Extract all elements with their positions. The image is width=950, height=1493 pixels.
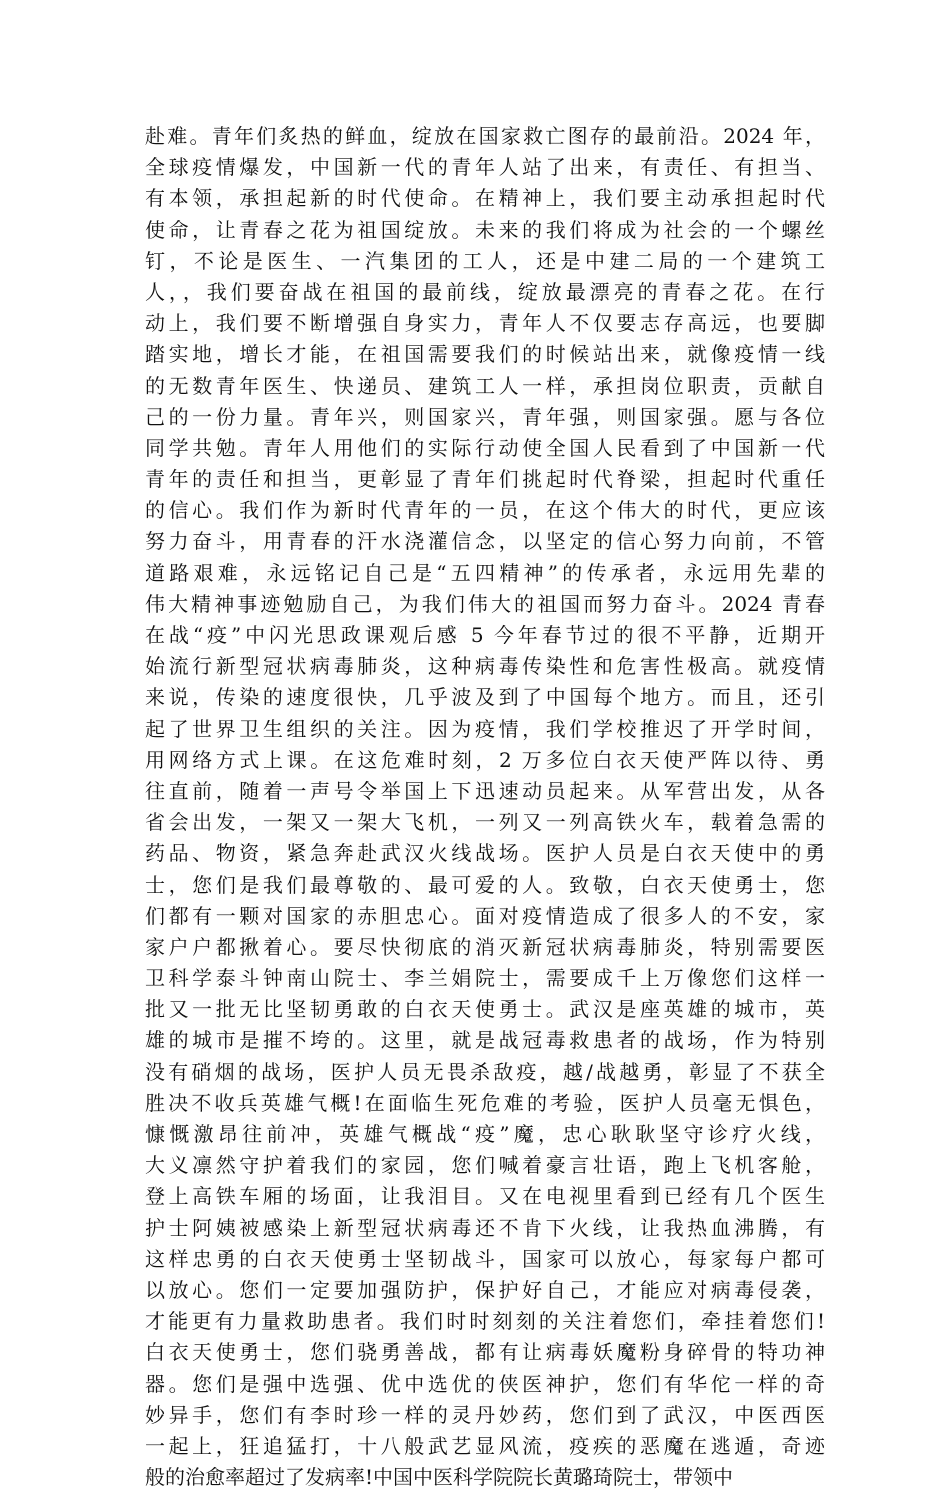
text-line: 以放心。您们一定要加强防护，保护好自己，才能应对病毒侵袭，	[145, 1277, 825, 1302]
text-line: 伟大精神事迹勉励自己，为我们伟大的祖国而努力奋斗。2024 青春	[145, 591, 825, 616]
text-line: 踏实地，增长才能，在祖国需要我们的时候站出来，就像疫情一线	[145, 342, 825, 367]
text-line: 一起上，狂追猛打，十八般武艺显风流，疫疾的恶魔在逃遁，奇迹	[145, 1433, 825, 1458]
text-line: 这样忠勇的白衣天使勇士坚韧战斗，国家可以放心，每家每户都可	[145, 1246, 825, 1271]
text-line: 起了世界卫生组织的关注。因为疫情，我们学校推迟了开学时间，	[145, 716, 825, 741]
text-line: 家户户都揪着心。要尽快彻底的消灭新冠状病毒肺炎，特别需要医	[145, 934, 825, 959]
text-line: 使命，让青春之花为祖国绽放。未来的我们将成为社会的一个螺丝	[145, 217, 825, 242]
text-line: 登上高铁车厢的场面，让我泪目。又在电视里看到已经有几个医生	[145, 1184, 825, 1209]
text-line: 们都有一颗对国家的赤胆忠心。面对疫情造成了很多人的不安，家	[145, 903, 825, 928]
text-line: 的无数青年医生、快递员、建筑工人一样，承担岗位职责，贡献自	[145, 373, 825, 398]
text-line: 在战“疫”中闪光思政课观后感 5 今年春节过的很不平静，近期开	[145, 623, 825, 647]
text-line: 同学共勉。青年人用他们的实际行动使全国人民看到了中国新一代	[145, 435, 825, 460]
text-line: 赴难。青年们炙热的鲜血，绽放在国家救亡图存的最前沿。2024 年，	[145, 124, 825, 148]
text-line: 雄的城市是摧不垮的。这里，就是战冠毒救患者的战场，作为特别	[145, 1028, 825, 1053]
text-line: 药品、物资，紧急奔赴武汉火线战场。医护人员是白衣天使中的勇	[145, 841, 825, 866]
text-line: 用网络方式上课。在这危难时刻，2 万多位白衣天使严阵以待、勇	[145, 747, 825, 772]
text-line: 没有硝烟的战场，医护人员无畏杀敌疫，越/战越勇，彰显了不获全	[145, 1059, 825, 1084]
text-line: 己的一份力量。青年兴，则国家兴，青年强，则国家强。愿与各位	[145, 404, 825, 429]
body-text	[145, 121, 825, 1493]
text-line: 努力奋斗，用青春的汗水浇灌信念，以坚定的信心努力向前，不管	[145, 529, 825, 554]
text-line: 往直前，随着一声号令举国上下迅速动员起来。从军营出发，从各	[145, 778, 825, 803]
text-line: 的信心。我们作为新时代青年的一员，在这个伟大的时代，更应该	[145, 498, 825, 523]
text-line: 始流行新型冠状病毒肺炎，这种病毒传染性和危害性极高。就疫情	[145, 654, 825, 679]
text-line: 有本领，承担起新的时代使命。在精神上，我们要主动承担起时代	[145, 186, 825, 211]
text-line: 慷慨激昂往前冲，英雄气概战“疫”魔，忠心耿耿坚守诊疗火线，	[145, 1122, 825, 1146]
text-line: 批又一批无比坚韧勇敢的白衣天使勇士。武汉是座英雄的城市，英	[145, 997, 825, 1022]
text-line: 大义凛然守护着我们的家园，您们喊着豪言壮语，跑上飞机客舱，	[145, 1153, 825, 1178]
text-line: 青年的责任和担当，更彰显了青年们挑起时代脊梁，担起时代重任	[145, 467, 825, 492]
text-line: 白衣天使勇士，您们骁勇善战，都有让病毒妖魔粉身碎骨的特功神	[145, 1340, 825, 1365]
text-line: 胜决不收兵英雄气概!在面临生死危难的考验，医护人员毫无惧色，	[145, 1090, 825, 1115]
text-line: 护士阿姨被感染上新型冠状病毒还不肯下火线，让我热血沸腾，有	[145, 1215, 825, 1240]
text-line: 士，您们是我们最尊敬的、最可爱的人。致敬，白衣天使勇士，您	[145, 872, 825, 897]
text-line: 才能更有力量救助患者。我们时时刻刻的关注着您们，牵挂着您们!	[145, 1309, 825, 1334]
text-line: 全球疫情爆发，中国新一代的青年人站了出来，有责任、有担当、	[145, 155, 825, 180]
text-line: 动上，我们要不断增强自身实力，青年人不仅要志存高远，也要脚	[145, 311, 825, 336]
text-line: 卫科学泰斗钟南山院士、李兰娟院士，需要成千上万像您们这样一	[145, 966, 825, 991]
text-line: 器。您们是强中选强、优中选优的侠医神护，您们有华佗一样的奇	[145, 1371, 825, 1396]
text-line: 来说，传染的速度很快，几乎波及到了中国每个地方。而且，还引	[145, 685, 825, 710]
text-line: 钉，不论是医生、一汽集团的工人，还是中建二局的一个建筑工	[145, 248, 825, 273]
text-line: 道路艰难，永远铭记自己是“五四精神”的传承者，永远用先辈的	[145, 560, 825, 585]
text-line: 人，，我们要奋战在祖国的最前线，绽放最漂亮的青春之花。在行	[145, 279, 825, 304]
text-line: 般的治愈率超过了发病率!中国中医科学院院长黄璐琦院士，带领中	[145, 1465, 734, 1490]
text-line: 省会出发，一架又一架大飞机，一列又一列高铁火车，载着急需的	[145, 810, 825, 835]
text-line: 妙异手，您们有李时珍一样的灵丹妙药，您们到了武汉，中医西医	[145, 1402, 825, 1427]
